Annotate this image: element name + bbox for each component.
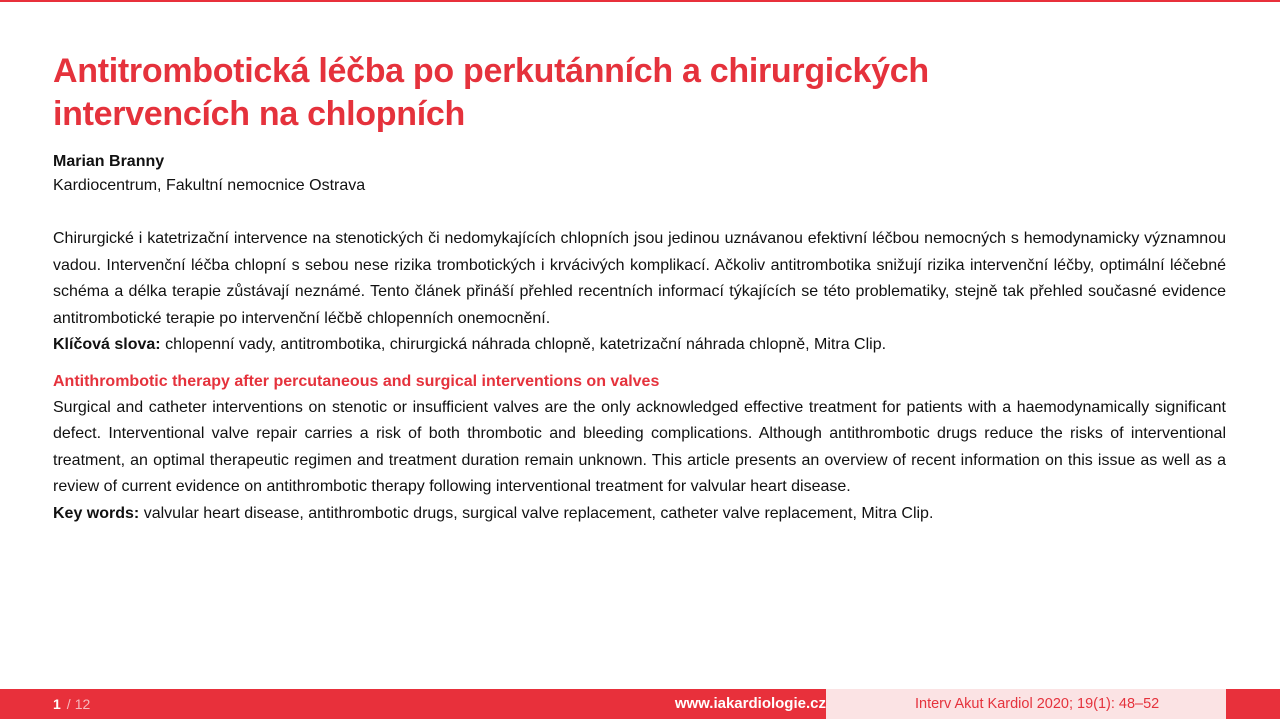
journal-citation: Interv Akut Kardiol 2020; 19(1): 48–52	[915, 696, 1160, 712]
page-indicator	[53, 689, 90, 719]
website-link[interactable]: www.iakardiologie.cz	[674, 695, 826, 712]
page-separator: /	[66, 696, 71, 712]
author-affiliation: Kardiocentrum, Fakultní nemocnice Ostrava	[53, 177, 366, 194]
citation-box	[826, 689, 1226, 719]
page-total: 12	[74, 696, 91, 712]
footer-bar	[0, 689, 1280, 719]
english-title: Antithrombotic therapy after percutaneous and surgical interventions on valves	[53, 372, 660, 390]
keywords-english-list: valvular heart disease, antithrombotic drugs, surgical valve replacement, catheter valve replacement, Mitra Clip.	[143, 504, 934, 522]
article-title: Antitrombotická léčba po perkutánních a chirurgických intervencích na chlopních	[53, 52, 929, 133]
abstract-czech: Chirurgické i katetrizační intervence na stenotických či nedomykajících chlopních jsou jedinou uznávanou efektivní léčbou nemocných s hemodynamicky významnou vadou. Intervenční léčba chlopní s sebou nese rizika trombotických i krvácivých komplikací. Ačkoliv antitrombotika snižují rizika intervenční léčby, optimální léčebné schéma a délka terapie zůstávají neznámé. Tento článek přináší přehled recentních informací týkajících se této problematiky, stejně tak přehled současné evidence antitrombotické terapie po intervenční léčbě chlopenních onemocnění.	[53, 230, 1226, 327]
keywords-english-label: Key words:	[53, 504, 140, 522]
top-rule	[0, 0, 1280, 2]
page-current: 1	[53, 696, 61, 712]
keywords-czech	[53, 332, 1226, 359]
keywords-czech-label: Klíčová slova:	[53, 336, 161, 353]
keywords-czech-list: chlopenní vady, antitrombotika, chirurgická náhrada chlopně, katetrizační náhrada chlopně, Mitra Clip.	[165, 336, 887, 353]
author-name: Marian Branny	[53, 153, 165, 170]
article-content	[53, 50, 1226, 527]
keywords-english	[53, 501, 1226, 528]
abstract-english: Surgical and catheter interventions on stenotic or insufficient valves are the only acknowledged effective treatment for patients with a haemodynamically significant defect. Interventional valve repair carries a risk of both thrombotic and bleeding complications. Although antithrombotic drugs reduce the risks of interventional treatment, an optimal therapeutic regimen and treatment duration remain unknown. This article presents an overview of recent information on this issue as well as a review of current evidence on antithrombotic therapy following interventional treatment for valvular heart disease.	[53, 398, 1226, 495]
